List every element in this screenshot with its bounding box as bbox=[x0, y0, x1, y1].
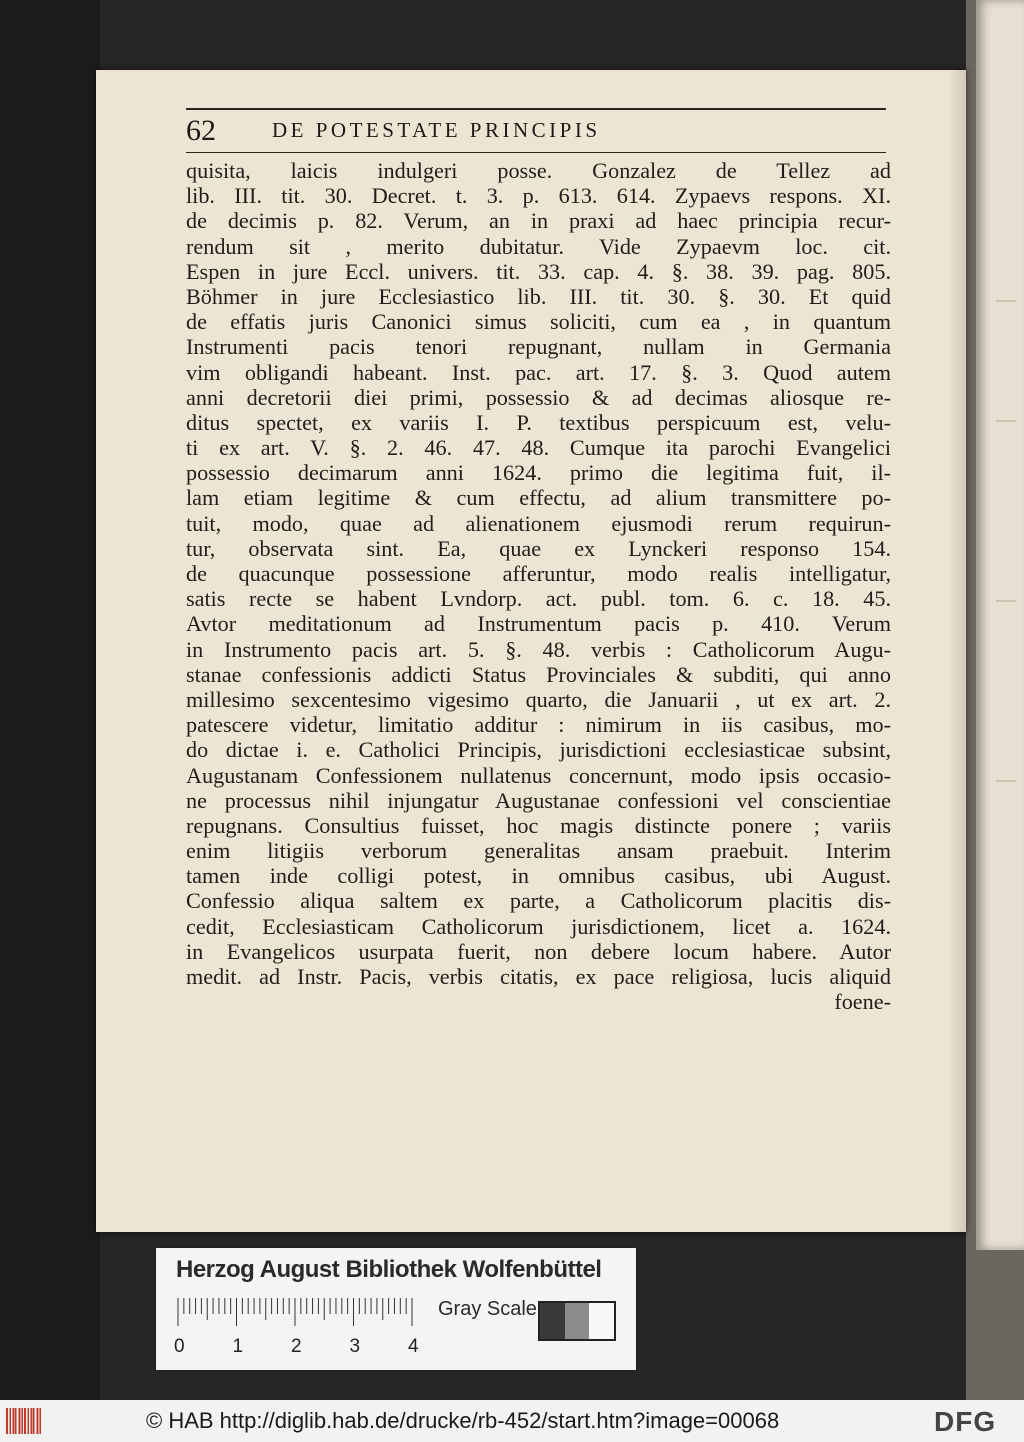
gray-swatch-dark bbox=[540, 1303, 565, 1339]
barcode-bar bbox=[31, 1408, 33, 1434]
text-line: possessio decimarum anni 1624. primo die legitima fuit, il- bbox=[186, 460, 891, 486]
barcode-bar bbox=[40, 1408, 42, 1434]
barcode-bar bbox=[15, 1408, 17, 1434]
text-line: de quacunque possessione afferuntur, modo realis intelligatur, bbox=[186, 561, 891, 586]
text-line: tamen inde colligi potest, in omnibus casibus, ubi August. bbox=[186, 863, 891, 889]
header-rule-bottom bbox=[186, 152, 886, 153]
text-line: satis recte se habent Lvndorp. act. publ. tom. 6. c. 18. 45. bbox=[186, 586, 891, 612]
text-line: medit. ad Instr. Pacis, verbis citatis, ex pace religiosa, lucis aliquid bbox=[186, 964, 891, 989]
text-line: lam etiam legitime & cum effectu, ad alium transmittere po- bbox=[186, 485, 891, 511]
ruler-number: 3 bbox=[349, 1336, 361, 1357]
library-name: Herzog August Bibliothek Wolfenbüttel bbox=[176, 1256, 602, 1283]
body-text bbox=[186, 158, 891, 1014]
ruler-number: 1 bbox=[232, 1336, 244, 1357]
gray-scale-label: Gray Scale bbox=[438, 1298, 537, 1320]
dfg-logo: DFG bbox=[934, 1406, 997, 1437]
page-number: 62 bbox=[186, 114, 216, 147]
text-line: lib. III. tit. 30. Decret. t. 3. p. 613. 614. Zypaevs respons. XI. bbox=[186, 183, 891, 209]
barcode-bar bbox=[6, 1408, 8, 1434]
text-line: ti ex art. V. §. 2. 46. 47. 48. Cumque ita parochi Evangelici bbox=[186, 435, 891, 461]
text-line: in Evangelicos usurpata fuerit, non debere locum habere. Autor bbox=[186, 938, 891, 964]
scale-card bbox=[156, 1248, 636, 1370]
text-line: Confessio aliqua saltem ex parte, a Catholicorum placitis dis- bbox=[186, 888, 891, 914]
barcode-bar bbox=[33, 1408, 35, 1434]
text-line: millesimo sexcentesimo vigesimo quarto, die Januarii , ut ex art. 2. bbox=[186, 686, 891, 712]
text-line: ditus spectet, ex variis I. P. textibus perspicuum est, velu- bbox=[186, 409, 891, 435]
gray-scale-swatches bbox=[538, 1301, 616, 1341]
text-line: Avtor meditationum ad Instrumentum pacis p. 410. Verum bbox=[186, 611, 891, 637]
text-line: Instrumenti pacis tenori repugnant, nullam in Germania bbox=[186, 334, 891, 360]
copyright-link[interactable]: © HAB http://diglib.hab.de/drucke/rb-452/start.htm?image=00068 bbox=[146, 1408, 780, 1433]
running-title: DE POTESTATE PRINCIPIS bbox=[272, 118, 601, 142]
text-line: stanae confessionis addicti Status Provinciales & subditi, qui anno bbox=[186, 661, 891, 687]
text-line: Espen in jure Eccl. univers. tit. 33. cap. 4. §. 38. 39. pag. 805. bbox=[186, 258, 891, 284]
barcode-bar bbox=[37, 1408, 39, 1434]
barcode-bar bbox=[19, 1408, 21, 1434]
barcode-bar bbox=[24, 1408, 26, 1434]
hab-barcode-icon bbox=[6, 1406, 46, 1436]
ruler-number: 4 bbox=[408, 1336, 419, 1357]
barcode-bar bbox=[28, 1408, 30, 1434]
barcode-bar bbox=[22, 1408, 24, 1434]
gray-swatch-mid bbox=[565, 1303, 590, 1339]
ruler-number: 0 bbox=[174, 1336, 185, 1357]
scan-background-left bbox=[0, 0, 100, 1400]
text-line: do dictae i. e. Catholici Principis, jurisdictioni ecclesiasticae subsint, bbox=[186, 737, 891, 763]
text-line: vim obligandi habeant. Inst. pac. art. 17. §. 3. Quod autem bbox=[186, 359, 891, 385]
text-line: cedit, Ecclesiasticam Catholicorum jurisdictionem, licet a. 1624. bbox=[186, 913, 891, 939]
text-line: enim litigiis verborum generalitas ansam praebuit. Interim bbox=[186, 838, 891, 864]
ruler-number: 2 bbox=[291, 1336, 302, 1357]
text-line: Augustanam Confessionem nullatenus concernunt, modo ipsis occasio- bbox=[186, 762, 891, 788]
text-line: Böhmer in jure Ecclesiastico lib. III. tit. 30. §. 30. Et quid bbox=[186, 283, 891, 309]
barcode-bar bbox=[10, 1408, 12, 1434]
gray-swatch-light bbox=[589, 1303, 614, 1339]
text-line: patescere videtur, limitatio additur : nimirum in iis casibus, mo- bbox=[186, 712, 891, 738]
facing-page-edge bbox=[976, 0, 1024, 1250]
header-rule-top bbox=[186, 108, 886, 110]
barcode-bar bbox=[13, 1408, 15, 1434]
text-line: repugnans. Consultius fuisset, hoc magis distincte ponere ; variis bbox=[186, 812, 891, 838]
text-line: de decimis p. 82. Verum, an in praxi ad haec principia recur- bbox=[186, 208, 891, 234]
text-line: in Instrumento pacis art. 5. §. 48. verbis : Catholicorum Augu- bbox=[186, 636, 891, 662]
text-line: tuit, modo, quae ad alienationem ejusmodi rerum requirun- bbox=[186, 510, 891, 536]
text-line: quisita, laicis indulgeri posse. Gonzalez de Tellez ad bbox=[186, 158, 891, 183]
ruler-scale bbox=[174, 1296, 424, 1358]
footer-bar bbox=[0, 1400, 1024, 1442]
text-line: foene- bbox=[834, 989, 891, 1015]
text-line: ne processus nihil injungatur Augustanae confessioni vel conscientiae bbox=[186, 787, 891, 813]
text-line: anni decretorii diei primi, possessio & ad decimas aliosque re- bbox=[186, 384, 891, 410]
text-line: rendum sit , merito dubitatur. Vide Zypaevm loc. cit. bbox=[186, 233, 891, 259]
text-line: tur, observata sint. Ea, quae ex Lynckeri responso 154. bbox=[186, 535, 891, 561]
text-line: de effatis juris Canonici simus soliciti, cum ea , in quantum bbox=[186, 309, 891, 335]
